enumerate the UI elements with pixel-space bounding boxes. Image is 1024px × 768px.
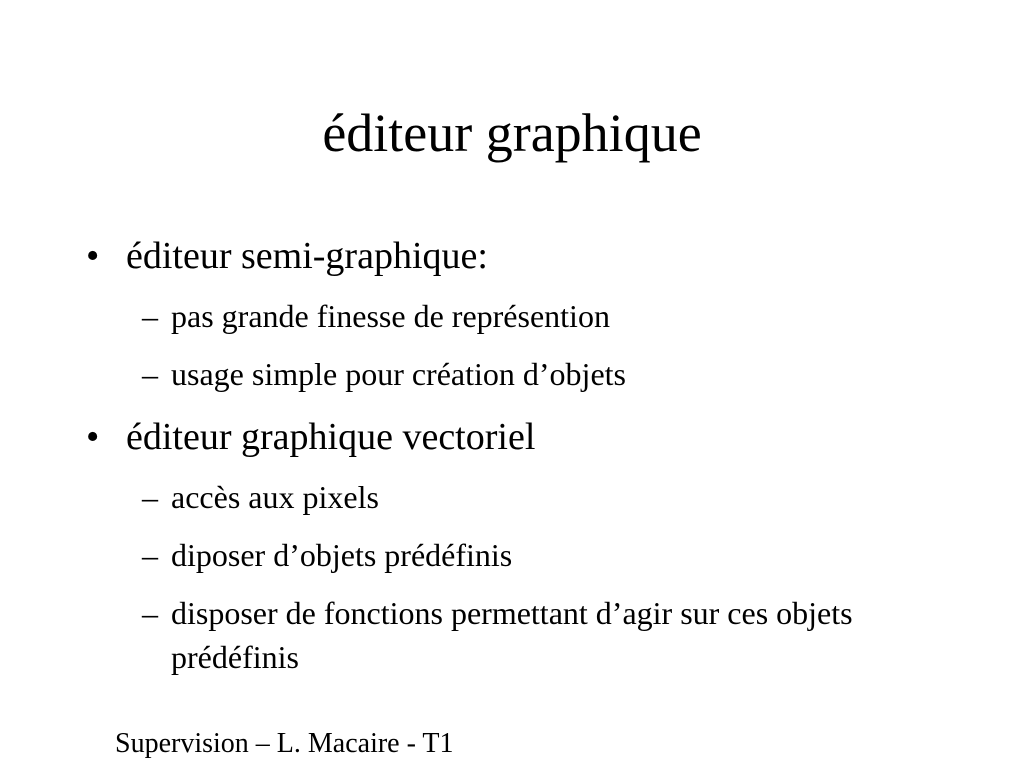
sub-item-1-1 bbox=[142, 294, 942, 338]
bullet-icon: • bbox=[86, 235, 100, 277]
dash-icon: – bbox=[142, 356, 158, 392]
sub-item-2-2 bbox=[142, 533, 942, 577]
sub-item-2-1-text: accès aux pixels bbox=[171, 479, 379, 515]
dash-icon: – bbox=[142, 537, 158, 573]
sub-item-2-3 bbox=[142, 591, 917, 679]
bullet-item-1-text: éditeur semi-graphique: bbox=[126, 235, 488, 277]
bullet-item-2 bbox=[86, 415, 535, 459]
sub-item-1-2-text: usage simple pour création d’objets bbox=[171, 356, 626, 392]
dash-icon: – bbox=[142, 298, 158, 334]
sub-item-2-1 bbox=[142, 475, 942, 519]
slide-title: éditeur graphique bbox=[322, 103, 702, 163]
dash-icon: – bbox=[142, 479, 158, 515]
sub-item-1-2 bbox=[142, 352, 942, 396]
sub-item-1-1-text: pas grande finesse de représention bbox=[171, 298, 610, 334]
sub-item-2-2-text: diposer d’objets prédéfinis bbox=[171, 537, 513, 573]
bullet-item-2-text: éditeur graphique vectoriel bbox=[126, 416, 536, 458]
dash-icon: – bbox=[142, 595, 158, 631]
bullet-item-1 bbox=[86, 234, 488, 278]
slide-footer: Supervision – L. Macaire - T1 bbox=[115, 728, 454, 759]
bullet-icon: • bbox=[86, 416, 100, 458]
sub-item-2-3-text: disposer de fonctions permettant d’agir sur ces objets prédéfinis bbox=[171, 595, 853, 675]
